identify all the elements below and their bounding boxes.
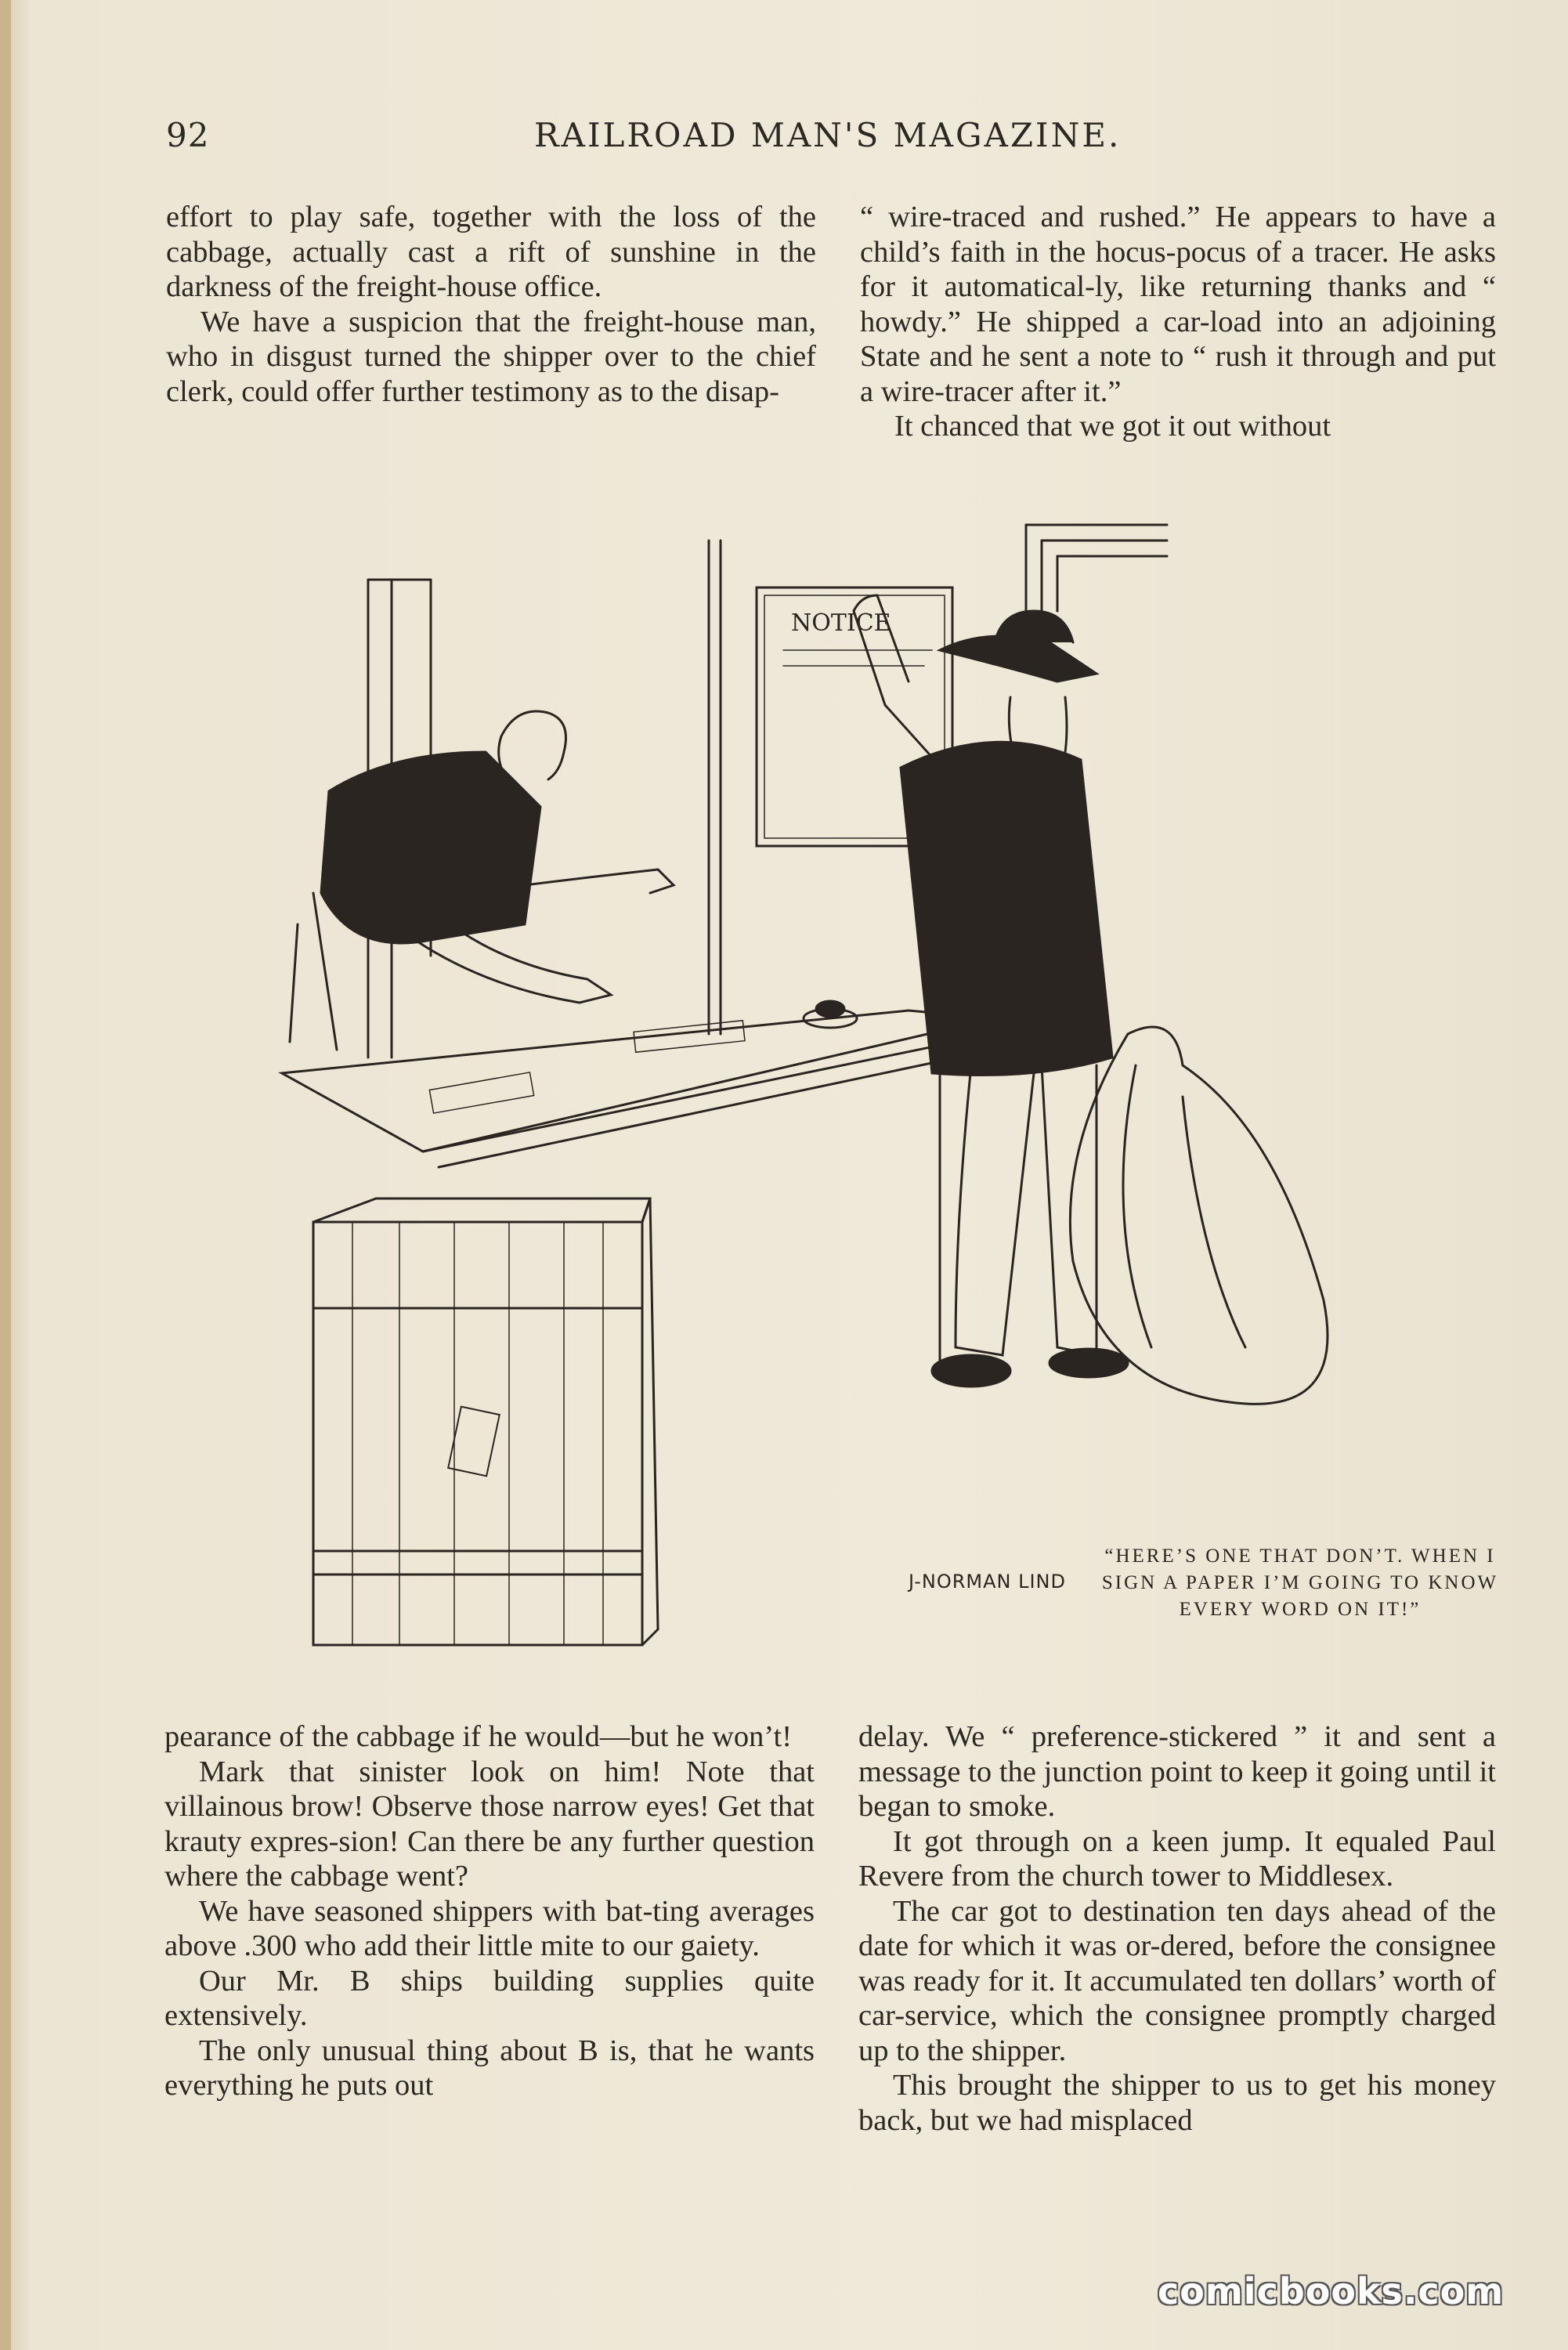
paragraph: effort to play safe, together with the loss of the cabbage, actually cast a rift of sunshine in the darkness of the freight-house office. <box>166 201 816 303</box>
inkwell <box>804 1001 857 1028</box>
page-header <box>166 116 1498 171</box>
artist-signature: J-NORMAN LIND <box>909 1571 1066 1593</box>
shipping-tag <box>448 1407 500 1477</box>
illustration-caption: “HERE’S ONE THAT DON’T. WHEN I SIGN A PAPER I’M GOING TO KNOW EVERY WORD ON IT!” <box>1101 1546 1499 1620</box>
paragraph: We have a suspicion that the freight-house man, who in disgust turned the shipper over to the chief clerk, could offer further testimony as to the disap- <box>166 305 816 408</box>
text-column-top-right <box>860 200 1496 444</box>
running-title: RAILROAD MAN'S MAGAZINE. <box>534 116 1122 154</box>
paragraph: We have seasoned shippers with bat-ting averages above .300 who add their little mite to our gaiety. <box>164 1894 815 1962</box>
paragraph: The only unusual thing about B is, that he wants everything he puts out <box>164 2034 815 2102</box>
paragraph: This brought the shipper to us to get his money back, but we had misplaced <box>858 2069 1496 2137</box>
paragraph: Our Mr. B ships building supplies quite extensively. <box>164 1964 815 2032</box>
paragraph: “ wire-traced and rushed.” He appears to have a child’s faith in the hocus-pocus of a tracer. He asks for it automatical-ly, like returning thanks and “ howdy.” He shipped a car-load into an adjoining State and he sent a note to “ rush it through and put a wire-tracer after it.” <box>860 201 1496 408</box>
paragraph: It chanced that we got it out without <box>894 410 1331 443</box>
page-binding-edge <box>0 0 11 2350</box>
notice-label: NOTICE <box>791 609 891 637</box>
site-watermark: comicbooks.com <box>1158 2270 1505 2312</box>
paragraph: It got through on a keen jump. It equaled Paul Revere from the church tower to Middlesex. <box>858 1824 1496 1893</box>
illustration-freight-office <box>266 517 1410 1676</box>
text-column-bottom-left <box>164 1719 815 2103</box>
paragraph: delay. We “ preference-stickered ” it and sent a message to the junction point to keep it going until it began to smoke. <box>858 1720 1496 1823</box>
counter <box>282 1010 995 1371</box>
paragraph: Mark that sinister look on him! Note that villainous brow! Observe those narrow eyes! Get that krauty expres-sion! Can there be any further question where the cabbage went? <box>164 1755 815 1893</box>
paragraph: pearance of the cabbage if he would—but he won’t! <box>164 1720 793 1753</box>
text-column-top-left <box>166 200 816 409</box>
paragraph: The car got to destination ten days ahead of the date for which it was or-dered, before the consignee was ready for it. It accumulated ten dollars’ worth of car-service, which the consignee promptly charged up to the shipper. <box>858 1894 1496 2067</box>
page-number: 92 <box>166 116 210 154</box>
text-column-bottom-right <box>858 1719 1496 2138</box>
illustration-drawing <box>266 517 1410 1676</box>
crate <box>313 1198 658 1645</box>
clerk-figure <box>290 711 674 1050</box>
farmer-figure <box>854 595 1128 1386</box>
sack <box>1070 1027 1328 1404</box>
